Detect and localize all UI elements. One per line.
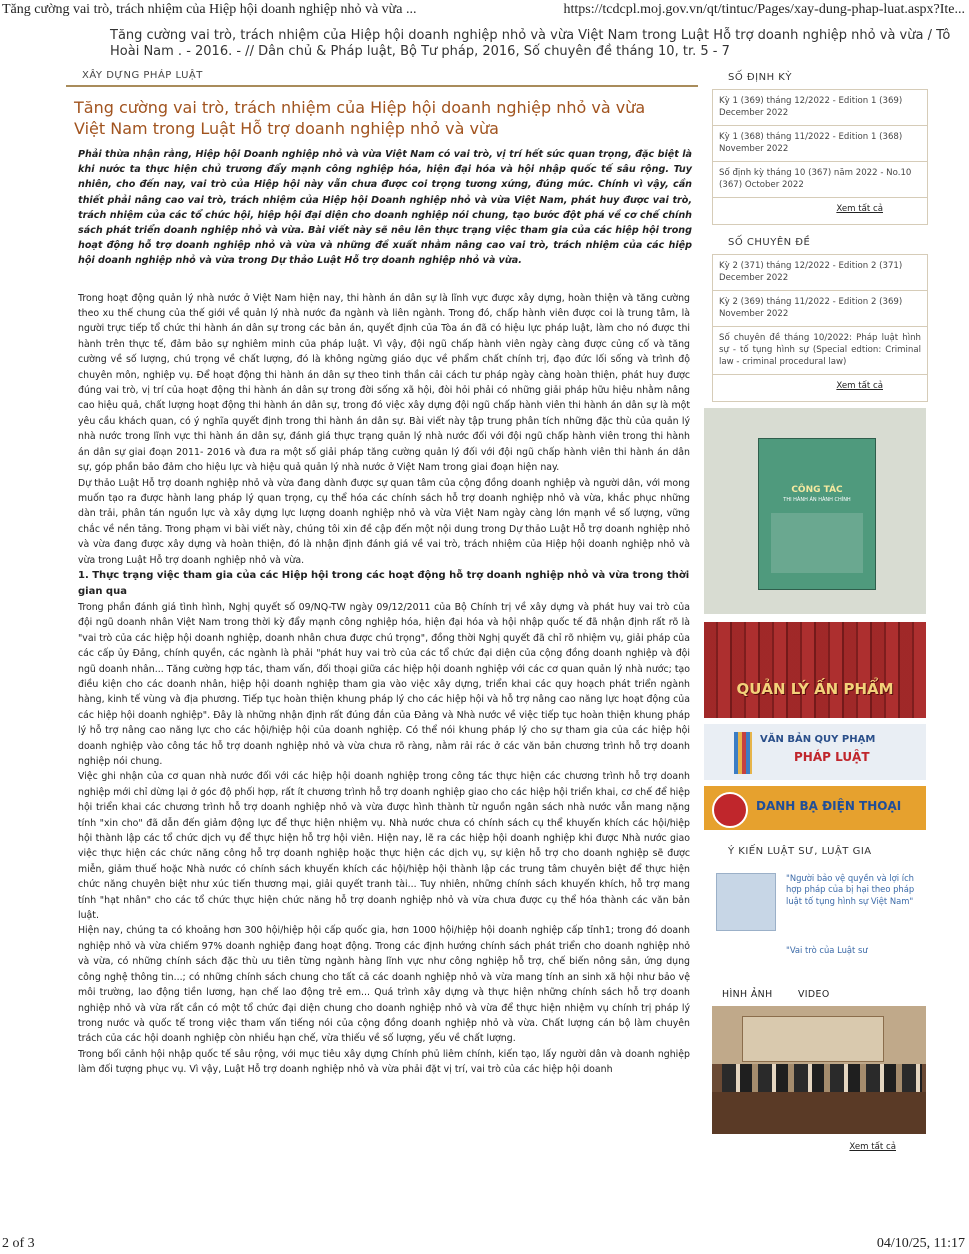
opinions-heading: Ý KIẾN LUẬT SƯ, LUẬT GIA	[728, 846, 872, 857]
photo-board	[742, 1016, 884, 1062]
article-paragraph: Việc ghi nhận của cơ quan nhà nước đối với các hiệp hội doanh nghiệp trong công tác thực hiện các chương trình hỗ trợ doanh nghiệp mới chỉ dừng lại ở góc độ phối hợp, rất ít chương trình hỗ trợ doanh nghiệp giao cho các hiệp hội triển khai, cơ chế để hiệp hội triển khai các chương trình hỗ trợ doanh nghiệp nhỏ và vừa được hình thành từ nguồn ngân sách nhà nước vẫn mang nặng tính "xin cho" đã dẫn đến giảm động lực để thực hiện nhiệm vụ. Nhà nước chưa có chính sách cụ thể khuyến khích các hội/hiệp hội thành lập các tổ chức dịch vụ để thực hiện hỗ trợ hội viên. Hiện nay, lẽ ra các hiệp hội doanh nghiệp khi được Nhà nước giao việc thực hiện các chức năng công hỗ trợ doanh nghiệp hoặc thực hiện các dịch vụ, sự kiện hỗ trợ cho doanh nghiệp sẽ được miễn, giảm thuế hoặc Nhà nước có chính sách khuyến khích các hội/hiệp hội thành lập các trung tâm chuyên biệt để thực hiện chức năng chuyên biệt như xúc tiến thương mại, giải quyết tranh tài... Tuy nhiên, những chính sách khuyến khích, hỗ trợ mang tính "hạt nhân" cho các tổ chức thực hiện chức năng hỗ trợ doanh nghiệp nhỏ và vừa chưa được cụ thể hóa thành các văn bản luật.	[78, 771, 690, 922]
book-illustration	[771, 513, 863, 573]
periodic-item[interactable]: Kỳ 1 (369) tháng 12/2022 - Edition 1 (369) December 2022	[713, 90, 927, 126]
article-paragraph: Trong phần đánh giá tình hình, Nghị quyết số 09/NQ-TW ngày 09/12/2011 của Bộ Chính trị về xây dựng và phát huy vai trò của đội ngũ doanh nhân Việt Nam trong thời kỳ đẩy mạnh công nghiệp hóa, hiện đại hóa và hội nhập quốc tế đã nhận định rất rõ là "vai trò của các hiệp hội doanh nghiệp, doanh nhân chưa được chú trọng", đồng thời Nghị quyết đã chỉ rõ nhiệm vụ, giải pháp của các cấp ủy Đảng, chính quyền, các ngành là phải "phát huy vai trò của các tổ chức đại diện của cộng đồng doanh nghiệp và đội ngũ doanh nhân... Tăng cường hợp tác, tham vấn, đối thoại giữa các hiệp hội doanh nghiệp với các cơ quan quản lý nhà nước; tạo điều kiện cho các doanh nhân, hiệp hội doanh nghiệp tham gia vào việc xây dựng, triển khai các quy hoạch phát triển ngành hàng, kinh tế vùng và địa phương. Tiếp tục hoàn thiện khung pháp lý cho các hiệp hội và hỗ trợ nâng cao năng lực hoạt động của các hiệp hội doanh nghiệp". Đây là những nhận định rất đúng đắn của Đảng và Nhà nước về việc tiếp tục hoàn thiện khung pháp lý hỗ trợ nâng cao năng lực cho các hội/hiệp hội của doanh nghiệp. Có thể nói khung pháp lý cho sự tham gia của các hiệp hội doanh nghiệp vào công tác hỗ trợ doanh nghiệp nhỏ và vừa chưa rõ ràng, nằm rải rác ở các văn bản chương trình hỗ trợ doanh nghiệp nói chung.	[78, 601, 690, 767]
article-paragraph: Dự thảo Luật Hỗ trợ doanh nghiệp nhỏ và vừa đang dành được sự quan tâm của cộng đồng doanh nghiệp và người dân, với mong muốn tạo ra được hành lang pháp lý quan trọng, cụ thể hóa các chính sách hỗ trợ doanh nghiệp nhỏ và vừa, khắc phục những dàn trải, phân tán nguồn lực và xây dựng lực lượng doanh nghiệp nhỏ và vừa Việt Nam ngày càng lớn mạnh về số lượng, vững chắc về nền tảng. Trong phạm vi bài viết này, chúng tôi xin đề cập đến một nội dung trong Dự thảo Luật Hỗ trợ doanh nghiệp nhỏ và vừa đang được xây dựng và hoàn thiện, đó là nhận định đánh giá về vai trò, trách nhiệm của Hiệp hội doanh nghiệp nhỏ và vừa trong Luật Hỗ trợ doanh nghiệp nhỏ và vừa.	[78, 477, 690, 566]
citation: Tăng cường vai trò, trách nhiệm của Hiệp hội doanh nghiệp nhỏ và vừa Việt Nam trong Luật Hỗ trợ doanh nghiệp nhỏ và vừa / Tô Hoài Nam . - 2016. - // Dân chủ & Pháp luật, Bộ Tư pháp, 2016, Số chuyên đề tháng 10, tr. 5 - 7	[110, 28, 951, 59]
tab-video[interactable]: VIDEO	[797, 989, 830, 1000]
special-heading: SỐ CHUYÊN ĐỀ	[728, 237, 811, 248]
periodic-item[interactable]: Số định kỳ tháng 10 (367) năm 2022 - No.10 (367) October 2022	[713, 162, 927, 198]
article-paragraph: Hiện nay, chúng ta có khoảng hơn 300 hội/hiệp hội cấp quốc gia, hơn 1000 hội/hiệp hội doanh nghiệp cấp tỉnh1; trong đó doanh nghiệp nhỏ và vừa chiếm 97% doanh nghiệp đang hoạt động. Trong các định hướng chính sách phát triển cho doanh nghiệp nhỏ và vừa, có những chính sách đặc thù ưu tiên từng ngành hàng lĩnh vực như công nghiệp hỗ trợ, chế biến nông sản, ứng dụng công nghệ thông tin...; có những chính sách chung cho tất cả các doanh nghiệp nhỏ và vừa mang tính an sinh xã hội như bảo vệ môi trường, lao động tiền lương, hạn chế lao động trẻ em... Quá trình xây dựng và thực hiện những chính sách hỗ trợ doanh nghiệp nhỏ và vừa rất cần có một tổ chức đại diện chung cho doanh nghiệp nhỏ và vừa để thực hiện nhiệm vụ chính trị pháp lý trong nước và quốc tế trong việc tham vấn tiếng nói của cộng đồng doanh nghiệp nhỏ và vừa. Chất lượng cán bộ làm chuyên trách của các hội doanh nghiệp còn nhiều hạn chế, vừa thiếu về số lượng, yếu về chất lượng.	[78, 925, 690, 1045]
phonebook-banner[interactable]	[704, 786, 926, 830]
article-heading: 1. Thực trạng việc tham gia của các Hiệp hội trong các hoạt động hỗ trợ doanh nghiệp nhỏ và vừa trong thời gian qua	[78, 569, 690, 597]
book-title: CÔNG TÁC	[791, 485, 843, 495]
article-lead: Phải thừa nhận rằng, Hiệp hội Doanh nghiệp nhỏ và vừa Việt Nam có vai trò, vị trí hết sức quan trọng, đặc biệt là khi nước ta thực hiện chủ trương đẩy mạnh công nghiệp hóa, hiện đại hóa và hội nhập quốc tế sâu rộng. Tuy nhiên, cho đến nay, vai trò của Hiệp hội này vẫn chưa được coi trọng tương xứng, đúng mức. Chính vì vậy, cần thiết phải nâng cao vai trò, trách nhiệm của Hiệp hội Doanh nghiệp nhỏ và vừa Việt Nam, phát huy được vai trò, trách nhiệm của các tổ chức hội, hiệp hội đại diện cho doanh nghiệp nói chung, tạo bước đột phá về cơ chế chính sách phát triển doanh nghiệp nhỏ và vừa. Bài viết này sẽ nêu lên thực trạng việc tham gia của các hiệp hội trong hoạt động hỗ trợ doanh nghiệp nhỏ và vừa và những đề xuất nhằm nâng cao vai trò, trách nhiệm của các hiệp hội doanh nghiệp nhỏ và vừa trong Dự thảo Luật Hỗ trợ doanh nghiệp nhỏ và vừa.	[78, 149, 692, 267]
photo-table	[712, 1092, 926, 1134]
publications-banner-label: QUẢN LÝ ẤN PHẨM	[736, 680, 894, 698]
periodic-item[interactable]: Kỳ 1 (368) tháng 11/2022 - Edition 1 (368) November 2022	[713, 126, 927, 162]
legal-docs-banner[interactable]	[704, 724, 926, 780]
print-footer-page: 2 of 3	[2, 1236, 35, 1251]
print-header-url: https://tcdcpl.moj.gov.vn/qt/tintuc/Pages/xay-dung-phap-luat.aspx?Ite...	[563, 2, 965, 17]
print-footer-datetime: 04/10/25, 11:17	[876, 1236, 965, 1251]
lawyer-opinion-image	[716, 873, 776, 931]
article-paragraph: Trong bối cảnh hội nhập quốc tế sâu rộng, với mục tiêu xây dựng Chính phủ liêm chính, kiến tạo, lấy người dân và doanh nghiệp làm đối tượng phục vụ. Vì vậy, Luật Hỗ trợ doanh nghiệp nhỏ và vừa phải đặt vị trí, vai trò của các hiệp hội doanh	[78, 1048, 690, 1076]
article-column	[66, 64, 698, 1078]
article-paragraph: Trong hoạt động quản lý nhà nước ở Việt Nam hiện nay, thi hành án dân sự là lĩnh vực được xây dựng, hoàn thiện và tăng cường theo xu thế chung của thế giới về quản lý nhà nước đa ngành và liên ngành. Trong đó, chấp hành viên được coi là trung tâm, là người trực tiếp tổ chức thi hành án dân sự trong các bản án, quyết định của Tòa án đã có hiệu lực pháp luật, làm cho nó được thi hành trên thực tế, đảm bảo sự nghiêm minh của pháp luật. Vì vậy, đội ngũ chấp hành viên ngày càng được củng cố và tăng cường về số lượng, chú trọng về chất lượng, đó là không ngừng giáo dục về phẩm chất chính trị, đạo đức lối sống và trình độ chuyên môn, nghiệp vụ. Để hoạt động thi hành án dân sự theo tinh thần cải cách tư pháp ngày càng hoàn thiện, phát huy được đúng vai trò, vị trí của hoạt động thi hành án dân sự trong đời sống xã hội, đòi hỏi phải có những giải pháp hữu hiệu nhằm nâng cao hiệu quả, chất lượng hoạt động thi hành án dân sự, trong đó việc xây dựng đội ngũ chấp hành viên thi hành án dân sự là một yêu cầu khách quan, có ý nghĩa quyết định trong thi hành án dân sự. Bài viết này tập trung phân tích những đặc thù của quản lý nhà nước trong lĩnh vực thi hành án dân sự, đánh giá thực trạng quản lý nhà nước đối với đội ngũ chấp hành viên trong thi hành án dân sự giai đoạn 2011- 2016 và đưa ra một số giải pháp tăng cường quản lý đối với đội ngũ chấp hành viên thi hành án dân sự, góp phần bảo đảm cho hiệu lực và hiệu quả quản lý nhà nước ở Việt Nam trong giai đoạn hiện nay.	[78, 292, 690, 474]
sidebar	[704, 64, 926, 1162]
article-title: Tăng cường vai trò, trách nhiệm của Hiệp hội doanh nghiệp nhỏ và vừa Việt Nam trong Luật Hỗ trợ doanh nghiệp nhỏ và vừa	[74, 98, 646, 138]
print-header-title: Tăng cường vai trò, trách nhiệm của Hiệp hội doanh nghiệp nhỏ và vừa ...	[2, 2, 417, 17]
telephone-icon	[712, 792, 748, 828]
periodic-heading: SỐ ĐỊNH KỲ	[728, 72, 792, 83]
bookshelf-image	[704, 622, 926, 718]
opinion-link[interactable]: "Vai trò của Luật sư	[786, 945, 868, 955]
legal-docs-label-2: PHÁP LUẬT	[794, 750, 870, 764]
media-tabs	[704, 983, 926, 1006]
pencils-icon	[734, 732, 752, 774]
media-see-all-link[interactable]: Xem tất cả	[849, 1142, 896, 1152]
legal-docs-label-1: VĂN BẢN QUY PHẠM	[760, 734, 876, 745]
special-item[interactable]: Số chuyên đề tháng 10/2022: Pháp luật hình sự - tố tụng hình sự (Special edtion: Criminal law - criminal procedural law)	[713, 327, 927, 375]
publications-banner[interactable]	[704, 622, 926, 718]
book-subtitle: THI HÀNH ÁN HÀNH CHÍNH	[783, 497, 851, 503]
special-list	[712, 254, 928, 402]
book-cover-image[interactable]	[758, 438, 876, 590]
special-item[interactable]: Kỳ 2 (369) tháng 11/2022 - Edition 2 (369) November 2022	[713, 291, 927, 327]
special-item[interactable]: Kỳ 2 (371) tháng 12/2022 - Edition 2 (371) December 2022	[713, 255, 927, 291]
periodic-list	[712, 89, 928, 225]
special-see-all-link[interactable]: Xem tất cả	[836, 381, 883, 391]
phonebook-label: DANH BẠ ĐIỆN THOẠI	[756, 799, 902, 813]
tab-photos[interactable]: HÌNH ẢNH	[722, 989, 773, 1000]
meeting-photo[interactable]	[712, 1006, 926, 1134]
periodic-see-all-link[interactable]: Xem tất cả	[836, 204, 883, 214]
section-label[interactable]: XÂY DỰNG PHÁP LUẬT	[66, 64, 698, 87]
opinion-link[interactable]: "Người bảo vệ quyền và lợi ích hợp pháp của bị hại theo pháp luật tố tụng hình sự Việt Nam"	[786, 873, 915, 906]
featured-book[interactable]	[704, 408, 926, 614]
opinion-item[interactable]	[704, 863, 926, 983]
